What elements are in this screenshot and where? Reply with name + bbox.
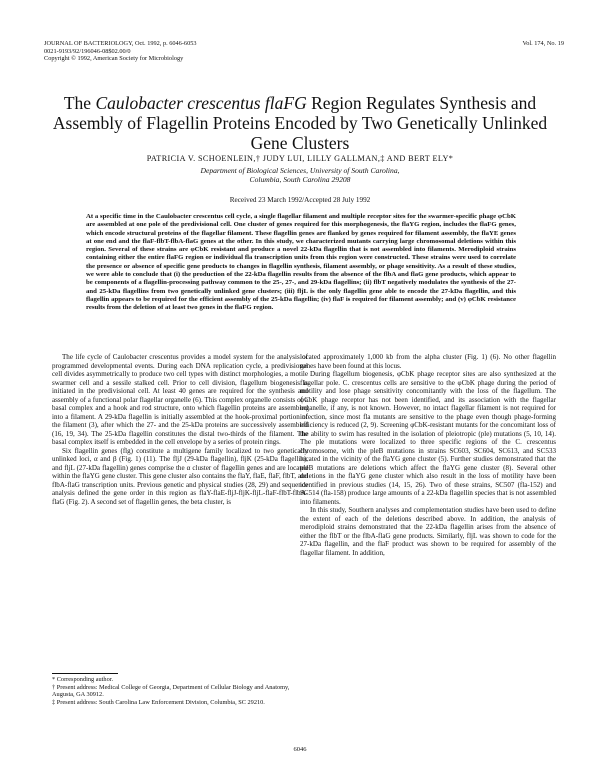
footnote-present-address-2: ‡ Present address: South Carolina Law Enforcement Division, Columbia, SC 29210. — [52, 698, 265, 706]
affiliation-line2: Columbia, South Carolina 29208 — [249, 175, 351, 185]
footnote-divider — [52, 673, 118, 674]
footnote-corresponding: * Corresponding author. — [52, 676, 114, 683]
volume-line: Vol. 174, No. 19 — [522, 40, 564, 47]
affiliation-line1: Department of Biological Sciences, University of South Carolina, — [200, 166, 400, 175]
footnote-present-address-1: † Present address: Medical College of Georgia, Department of Cellular Biology and Anatomy, Augusta, GA 30912. — [52, 683, 290, 698]
body-paragraph: The life cycle of Caulobacter crescentus provides a model system for the analysis of programmed developmental events. During each DNA replication cycle, a predivisional cell divides asymmetrically to produce two cell types with distinct morphologies, a motile swarmer cell and a sessile stalked cell. Prior to cell division, flagellum biogenesis is initiated in the predivisional cell. At least 40 genes are required for the synthesis and assembly of a functional polar flagellar organelle (6). This complex organelle consists of a basal complex and a hook and rod structure, onto which flagellin proteins are assembled into a filament. A 29-kDa flagellin is initially assembled at the hook-proximal portion of the filament (3), after which the 27- and the 25-kDa proteins are successively assembled (16, 19, 34). The 25-kDa flagellin constitutes the distal two-thirds of the filament. The basal complex itself is embedded in the cell envelope by a series of protein rings. — [52, 353, 308, 446]
body-paragraph: In this study, Southern analyses and complementation studies have been used to define the extent of each of the deletions described above. In addition, the analysis of merodiploid strains demonstrated that the 22-kDa flagellin arises from the absence of either the flbT or the flbA-flaG gene products. Similarly, fljL was shown to code for the 27-kDa flagellin, and the flaF product was shown to be required for assembly of the flagellar filament. In addition, — [300, 506, 556, 557]
received-dates: Received 23 March 1992/Accepted 28 July 1992 — [229, 196, 371, 204]
body-column-right — [300, 353, 556, 557]
body-paragraph: During flagellum biogenesis, φCbK phage receptor sites are also synthesized at the flagellar pole. C. crescentus cells are sensitive to the φCbK phage during the period of motility and lose phage sensitivity concomitantly with the loss of the flagellum. The φCbK phage receptor has not been identified, and its association with the flagellar organelle, if any, is not known. However, no intact flagellar filament is not required for infection, since most fla mutants are sensitive to the phage even though phage-forming efficiency is reduced (2, 9). Screening φCbK-resistant mutants for the concomitant loss of the ability to swim has resulted in the isolation of pleiotropic (ple) mutations (5, 10, 14). The ple mutations were localized to three specific regions of the C. crescentus chromosome, with the pleB mutations in strains SC603, SC604, SC613, and SC533 located in the vicinity of the flaYG gene cluster (5). Further studies demonstrated that the pleB mutations are deletions which affect the flaYG gene cluster (8). Several other deletions in the flaYG gene cluster which also result in the loss of motility have been identified in previous studies (14, 15, 26). Two of these strains, SC507 (fla-152) and SC514 (fla-158) produce large amounts of a 22-kDa flagellin species that is not assembled into filaments. — [300, 370, 556, 506]
title-part2: Region Regulates Synthesis and Assembly of Flagellin Proteins Encoded by Two Genetically Unlinked Gene Clusters — [52, 93, 548, 153]
title-species: Caulobacter crescentus — [95, 93, 261, 113]
journal-citation: JOURNAL OF BACTERIOLOGY, Oct. 1992, p. 6046-6053 — [44, 40, 197, 47]
body-column-left — [52, 353, 308, 506]
body-paragraph: located approximately 1,000 kb from the alpha cluster (Fig. 1) (6). No other flagellin genes have been found at this locus. — [300, 353, 556, 370]
affiliation — [40, 166, 560, 184]
body-paragraph: Six flagellin genes (flg) constitute a multigene family localized to two genetically unlinked loci, α and β (Fig. 1) (11). The fljJ (29-kDa flagellin), fljK (25-kDa flagellin), and fljL (27-kDa flagellin) genes comprise the α cluster of flagellin genes and are located within the flaYG gene cluster. This gene cluster also contains the flaY, flaE, flaF, flbT, and flbA-flaG transcription units. Previous genetic and physical studies (28, 29) and sequence analysis defined the gene order in this region as flaY-flaE-fljJ-fljK-fljL-flaF-flbT-flbA-flaG (Fig. 2). A second set of flagellin genes, the beta cluster, is — [52, 446, 308, 506]
title-part1: The — [63, 93, 96, 113]
journal-header — [44, 40, 344, 63]
copyright-line: Copyright © 1992, American Society for Microbiology — [44, 55, 184, 63]
abstract: At a specific time in the Caulobacter crescentus cell cycle, a single flagellar filament and multiple receptor sites for the swarmer-specific phage φCbK are assembled at one pole of the predivisional cell. One cluster of genes required for this morphogenesis, the flaYG region, includes the flaFG genes, which encode structural proteins of the flagellar filament. These flagellin genes are flanked by genes required for filament assembly, the flaYE genes at one end and the flaF-flbT-flbA-flaG genes at the other. In this study, we characterized mutants carrying large chromosomal deletions within this region. Several of these strains are φCbK resistant and produce a novel 22-kDa flagellin that is not assembled into filaments. Merodiploid strains containing either the entire flaFG region or individual fla transcription units from this region were constructed. These strains were used to correlate the presence or absence of specific gene products to changes in flagellin synthesis, filament assembly, or phage sensitivity. As a result of these studies, we were able to conclude that (i) the production of the 22-kDa flagellin results from the absence of the flbA and flaG gene products, which appear to be components of a flagellin-processing pathway common to the 25-, 27-, and 29-kDa flagellins; (ii) flbT negatively modulates the synthesis of the 27- and 25-kDa flagellins from two genetically unlinked gene clusters; (iii) fljL is the only flagellin gene able to encode the 27-kDa flagellin, and this flagellin appears to be required for the efficient assembly of the 25-kDa flagellin; (iv) flaF is required for filament assembly; and (v) φCbK resistance results from the deletion of at least two genes in the flaFG region. — [86, 213, 516, 312]
page-number: 6046 — [293, 746, 307, 753]
footnotes — [52, 676, 308, 706]
author-list: PATRICIA V. SCHOENLEIN,† JUDY LUI, LILLY GALLMAN,‡ AND BERT ELY* — [146, 154, 454, 163]
issn-line: 0021-9193/92/196046-08$02.00/0 — [44, 47, 131, 55]
article-title — [40, 93, 560, 153]
title-gene: flaFG — [264, 93, 307, 113]
